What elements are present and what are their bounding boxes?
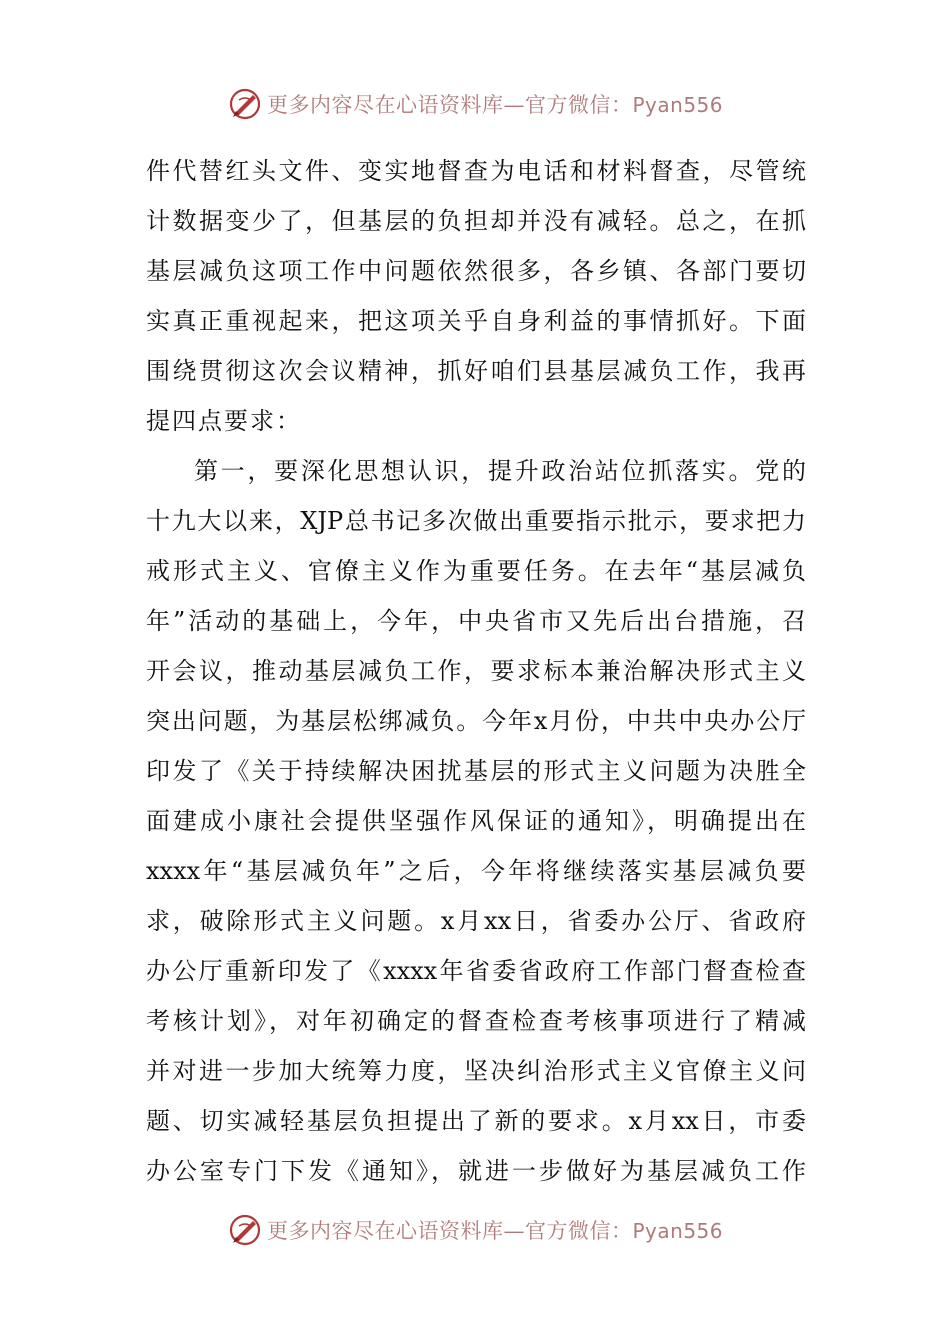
body-line: 并对进一步加大统筹力度，坚决纠治形式主义官僚主义问 xyxy=(146,1057,806,1085)
body-line: 开会议，推动基层减负工作，要求标本兼治解决形式主义 xyxy=(146,657,806,685)
pen-circle-logo-icon xyxy=(227,86,263,122)
body-line: 围绕贯彻这次会议精神，抓好咱们县基层减负工作，我再 xyxy=(146,357,806,385)
body-line: 年”活动的基础上，今年，中央省市又先后出台措施，召 xyxy=(146,607,806,635)
body-line: 实真正重视起来，把这项关乎自身利益的事情抓好。下面 xyxy=(146,307,806,335)
body-line: 提四点要求： xyxy=(146,407,302,435)
body-line: 突出问题，为基层松绑减负。今年x月份，中共中央办公厅 xyxy=(146,707,806,735)
pen-circle-logo-icon xyxy=(227,1212,263,1248)
body-line: 办公厅重新印发了《xxxx年省委省政府工作部门督查检查 xyxy=(146,957,806,985)
body-line: 基层减负这项工作中问题依然很多，各乡镇、各部门要切 xyxy=(146,257,806,285)
footer-banner xyxy=(0,1208,950,1252)
body-line: 戒形式主义、官僚主义作为重要任务。在去年“基层减负 xyxy=(146,557,806,585)
body-line: 考核计划》，对年初确定的督查检查考核事项进行了精减 xyxy=(146,1007,806,1035)
paragraph-first-line: 第一，要深化思想认识，提升政治站位抓落实。党的 xyxy=(194,457,806,485)
body-line: 办公室专门下发《通知》，就进一步做好为基层减负工作 xyxy=(146,1157,806,1185)
body-line: 计数据变少了，但基层的负担却并没有减轻。总之，在抓 xyxy=(146,207,806,235)
body-line: 印发了《关于持续解决困扰基层的形式主义问题为决胜全 xyxy=(146,757,806,785)
body-line: xxxx年“基层减负年”之后，今年将继续落实基层减负要 xyxy=(146,857,806,885)
body-line: 十九大以来，XJP总书记多次做出重要指示批示，要求把力 xyxy=(146,507,806,535)
body-line: 件代替红头文件、变实地督查为电话和材料督查，尽管统 xyxy=(146,157,806,185)
footer-banner-text: 更多内容尽在心语资料库—官方微信：Pyan556 xyxy=(266,1219,723,1243)
header-banner-text: 更多内容尽在心语资料库—官方微信：Pyan556 xyxy=(266,93,723,117)
body-line: 题、切实减轻基层负担提出了新的要求。x月xx日，市委 xyxy=(146,1107,806,1135)
header-banner xyxy=(0,82,950,126)
body-line: 面建成小康社会提供坚强作风保证的通知》，明确提出在 xyxy=(146,807,806,835)
body-line: 求，破除形式主义问题。x月xx日，省委办公厅、省政府 xyxy=(146,907,806,935)
document-body xyxy=(146,146,806,1196)
